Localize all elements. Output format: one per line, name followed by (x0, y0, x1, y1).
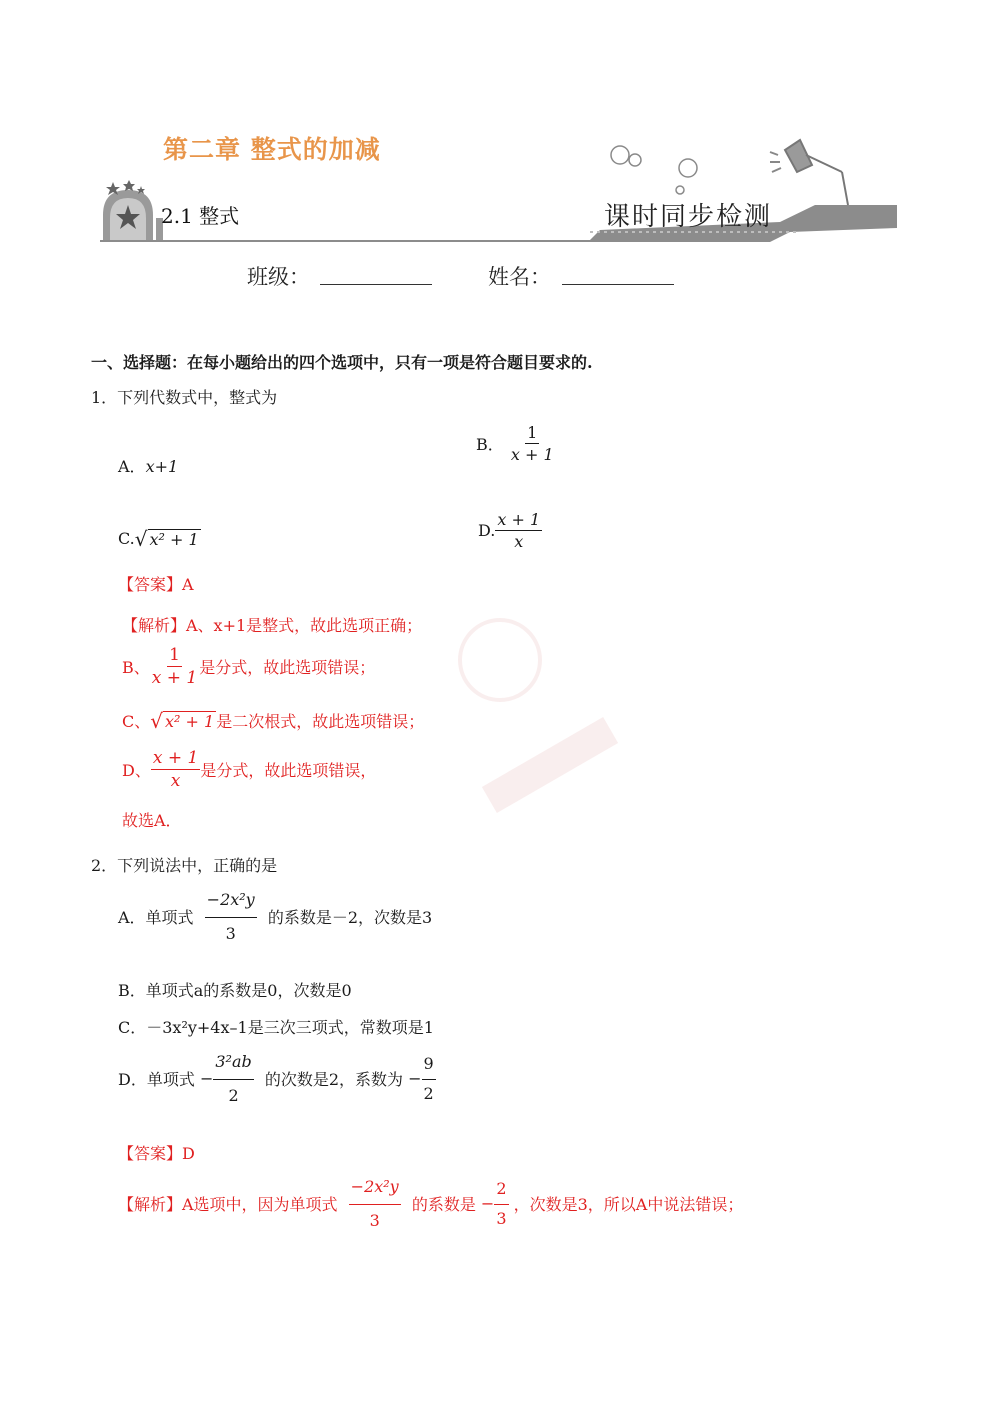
q1-option-c (118, 528, 201, 549)
q1-option-b (476, 423, 556, 464)
course-title: 课时同步检测 (604, 202, 773, 232)
q1-stem: 1．下列代数式中，整式为 (91, 388, 278, 407)
option-label: C. (118, 529, 135, 548)
fraction: $\frac{\text{3²ab}}{2}$ (215, 1052, 252, 1105)
q1-explanation-d: D、 $\frac{x + 1}{x}$ 是分式，故此选项错误， (122, 748, 377, 791)
fraction: $\frac{1}{x + 1}$ (151, 645, 198, 688)
section-heading: 一、选择题：在每小题给出的四个选项中，只有一项是符合题目要求的. (91, 353, 593, 372)
square-root: √ x² + 1 (134, 526, 199, 551)
watermark-logo (420, 600, 680, 840)
fraction: $\frac{x + 1}{x}$ (497, 510, 541, 551)
option-label: D. (478, 521, 496, 540)
fraction: $\frac{9}{2}$ (423, 1054, 434, 1103)
desk-lamp-icon (770, 140, 848, 205)
fraction: $\frac{1}{x + 1}$ (510, 423, 554, 464)
option-label: A． (118, 457, 146, 476)
section-title: 2.1 整式 (161, 204, 240, 228)
q1-option-a (118, 454, 178, 477)
bubbles-decoration (611, 146, 697, 194)
q1-explanation-b: B、 $\frac{1}{x + 1}$ 是分式，故此选项错误； (122, 645, 376, 688)
fraction: $\frac{\text{−2x²y}}{3}$ (206, 890, 255, 943)
class-blank (320, 284, 432, 285)
star-badge-icon (103, 180, 163, 240)
q2-option-c: C．－3x²y+4x–1是三次三项式，常数项是1 (118, 1018, 434, 1037)
name-blank (562, 284, 674, 285)
square-root: √ x² + 1 (150, 708, 215, 733)
q1-explanation-c: C、 √ x² + 1 是二次根式，故此选项错误； (122, 708, 425, 733)
name-label: 姓名： (488, 265, 551, 289)
q2-option-a: A．单项式 $\frac{\text{−2x²y}}{3}$ 的系数是－2，次数是3 (118, 890, 433, 943)
class-label: 班级： (247, 265, 310, 289)
q2-explanation-a: 【解析】A选项中，因为单项式 $\frac{\text{−2x²y}}{3}$ 的系数是 − $\frac{2}{3}$ ，次数是3，所以A中说法错误； (118, 1177, 744, 1230)
fraction: $\frac{x + 1}{x}$ (152, 748, 199, 791)
q2-option-b: B．单项式a的系数是0，次数是0 (118, 981, 352, 1000)
q2-answer: 【答案】D (118, 1144, 195, 1163)
option-label: B． (476, 435, 504, 454)
q2-stem: 2．下列说法中，正确的是 (91, 856, 278, 875)
math-expression: x+1 (145, 457, 179, 476)
q1-conclusion: 故选A． (122, 811, 182, 830)
q2-option-d: D．单项式 − $\frac{\text{3²ab}}{2}$ 的次数是2，系数为 − $\frac{9}{2}$ (118, 1052, 434, 1105)
fraction: $\frac{\text{−2x²y}}{3}$ (350, 1177, 399, 1230)
chapter-title: 第二章 整式的加减 (163, 135, 381, 164)
header-decoration (0, 0, 993, 260)
q1-answer: 【答案】A (118, 575, 194, 594)
q1-explanation-a: 【解析】A、x+1是整式，故此选项正确； (122, 616, 423, 635)
q1-option-d (478, 510, 542, 551)
fraction: $\frac{2}{3}$ (496, 1179, 507, 1228)
